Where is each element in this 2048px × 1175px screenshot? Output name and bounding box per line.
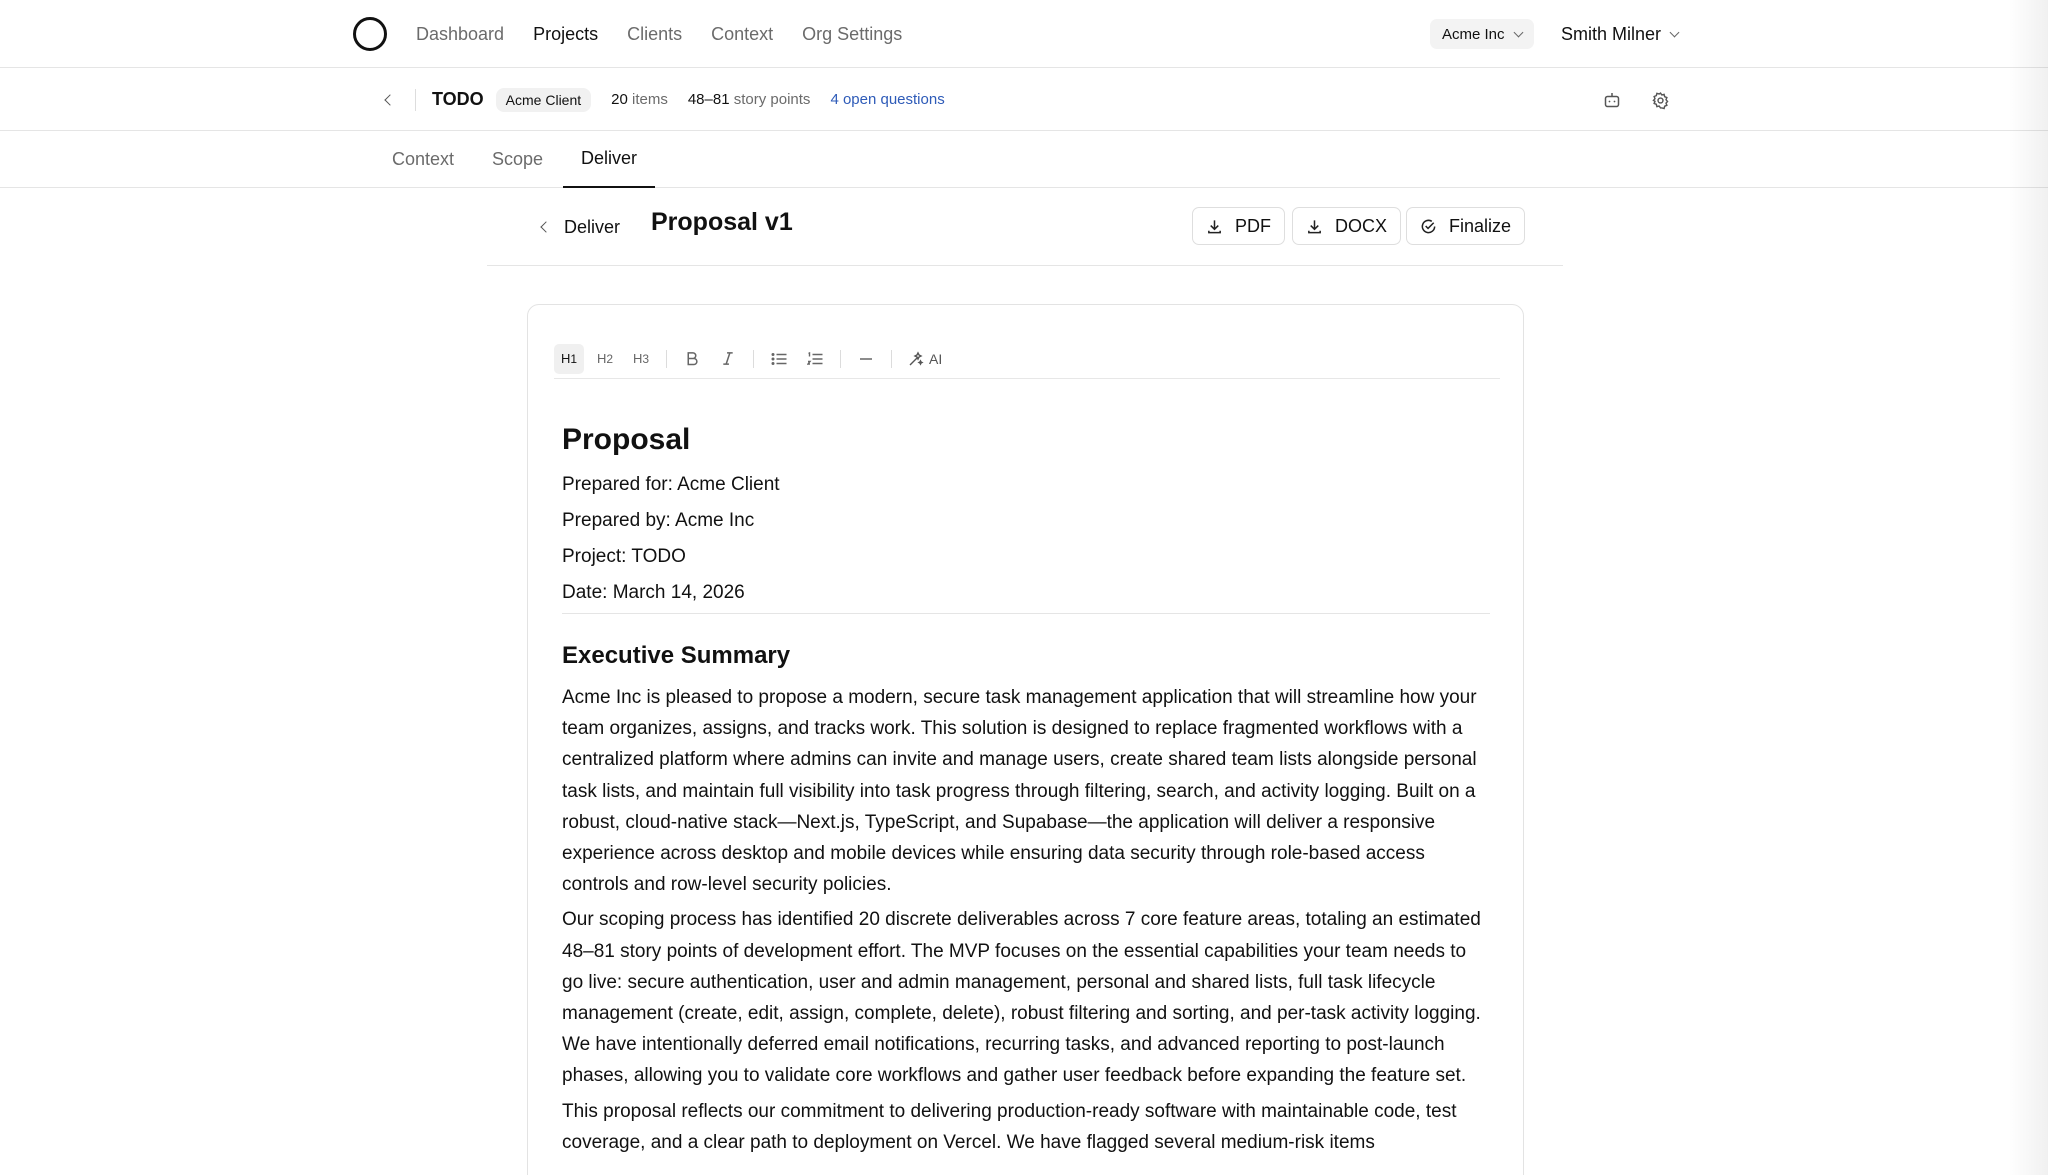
project-summary [432, 68, 945, 131]
nav-link-clients[interactable]: Clients [627, 23, 683, 44]
org-name: Acme Inc [1442, 25, 1505, 43]
ai-assist-button[interactable] [902, 351, 948, 367]
bold-button[interactable] [677, 344, 707, 374]
meta-prepared-for: Prepared for: Acme Client [562, 474, 780, 495]
deliver-back-label: Deliver [564, 216, 621, 237]
user-menu[interactable] [1561, 19, 1678, 49]
toolbar-separator [666, 350, 667, 368]
ai-label: AI [929, 350, 943, 367]
numbered-list-button[interactable] [800, 344, 830, 374]
docx-label: DOCX [1335, 215, 1388, 236]
open-questions-link[interactable]: 4 open questions [830, 91, 945, 108]
paragraph: Our scoping process has identified 20 discrete deliverables across 7 core feature areas, totaling an estimated 48–81 story points of development effort. The MVP focuses on the essential capabilities your team needs to go live: secure authentication, user and admin management, personal and shared lists, full task lifecycle management (create, edit, assign, complete, delete), robust filtering and sorting, and per-task activity logging. We have intentionally deferred email notifications, recurring tasks, and advanced reporting to post-launch phases, allowing you to validate core workflows and gather user feedback before expanding the feature set. [562, 909, 1481, 1087]
nav-link-context[interactable]: Context [711, 23, 774, 44]
heading-3-button[interactable]: H 3 [632, 351, 650, 366]
heading-2-button[interactable]: H 2 [596, 351, 614, 366]
magic-wand-icon [908, 351, 924, 367]
chevron-down-icon [1513, 27, 1523, 37]
bullet-list-button[interactable] [764, 344, 794, 374]
client-badge[interactable]: Acme Client [496, 88, 591, 112]
document-title: Proposal v1 [651, 208, 793, 236]
pdf-download-button[interactable] [1192, 207, 1285, 245]
top-nav [0, 0, 2048, 68]
chevron-down-icon [1670, 27, 1680, 37]
section-heading: Executive Summary [562, 642, 791, 669]
pdf-label: PDF [1235, 215, 1271, 236]
chevron-left-icon [540, 221, 551, 232]
numbered-list-icon [807, 352, 823, 366]
toolbar-separator [891, 350, 892, 368]
nav-link-projects[interactable]: Projects [533, 23, 599, 44]
tab-deliver[interactable]: Deliver [563, 131, 655, 188]
project-name: TODO [432, 89, 484, 109]
document-heading: Proposal [562, 423, 691, 456]
italic-icon [721, 351, 735, 366]
nav-link-org-settings[interactable]: Org Settings [802, 23, 903, 44]
finalize-label: Finalize [1449, 215, 1512, 236]
finalize-button[interactable] [1406, 207, 1525, 245]
tab-scope[interactable]: Scope [492, 149, 544, 169]
content-divider [562, 613, 1490, 614]
bot-icon[interactable] [1601, 89, 1623, 111]
bold-icon [685, 351, 699, 366]
download-icon [1306, 218, 1323, 235]
org-switcher[interactable] [1430, 19, 1534, 49]
nav-link-dashboard[interactable]: Dashboard [416, 23, 505, 44]
gear-icon[interactable] [1649, 89, 1671, 111]
meta-project: Project: TODO [562, 546, 686, 567]
bullet-list-icon [771, 352, 787, 366]
project-bar [0, 68, 2048, 131]
items-count: 20 items [611, 91, 668, 108]
docx-download-button[interactable] [1292, 207, 1401, 245]
toolbar-separator [840, 350, 841, 368]
check-circle-icon [1420, 218, 1437, 235]
editor-toolbar [554, 339, 1500, 379]
paragraph: This proposal reflects our commitment to delivering production-ready software with maintainable code, test coverage, and a clear path to deployment on Vercel. We have flagged several medium-risk items [562, 1100, 1457, 1153]
user-name: Smith Milner [1561, 23, 1662, 44]
italic-button[interactable] [713, 344, 743, 374]
tab-context[interactable]: Context [392, 149, 455, 169]
editor-card [527, 304, 1524, 1175]
horizontal-rule-icon [859, 357, 873, 361]
meta-prepared-by: Prepared by: Acme Inc [562, 510, 755, 531]
tab-bar [0, 131, 2048, 188]
download-icon [1206, 218, 1223, 235]
toolbar-separator [753, 350, 754, 368]
paragraph: Acme Inc is pleased to propose a modern, secure task management application that will streamline how your team organizes, assigns, and tracks work. This solution is designed to replace fragmented workflows with a centralized platform where admins can invite and manage users, create shared team lists alongside personal task lists, and maintain full visibility into task progress through filtering, search, and activity logging. Built on a robust, cloud-native stack—Next.js, TypeScript, and Supabase—the application will deliver a responsive experience across desktop and mobile devices while ensuring data security through role-based access controls and row-level security policies. [562, 687, 1477, 896]
project-back-button[interactable] [378, 88, 398, 112]
document-header [487, 188, 1563, 266]
logo-icon[interactable] [353, 17, 387, 51]
nav-links [416, 0, 902, 68]
story-points: 48–81 story points [687, 91, 811, 108]
deliver-back-button[interactable] [539, 212, 620, 242]
heading-1-button[interactable]: H 1 [554, 344, 584, 374]
horizontal-rule-button[interactable] [851, 344, 881, 374]
chevron-left-icon [384, 94, 395, 105]
divider [415, 89, 416, 111]
meta-date: Date: March 14, 2026 [562, 582, 745, 603]
document-content[interactable] [562, 423, 1492, 1162]
